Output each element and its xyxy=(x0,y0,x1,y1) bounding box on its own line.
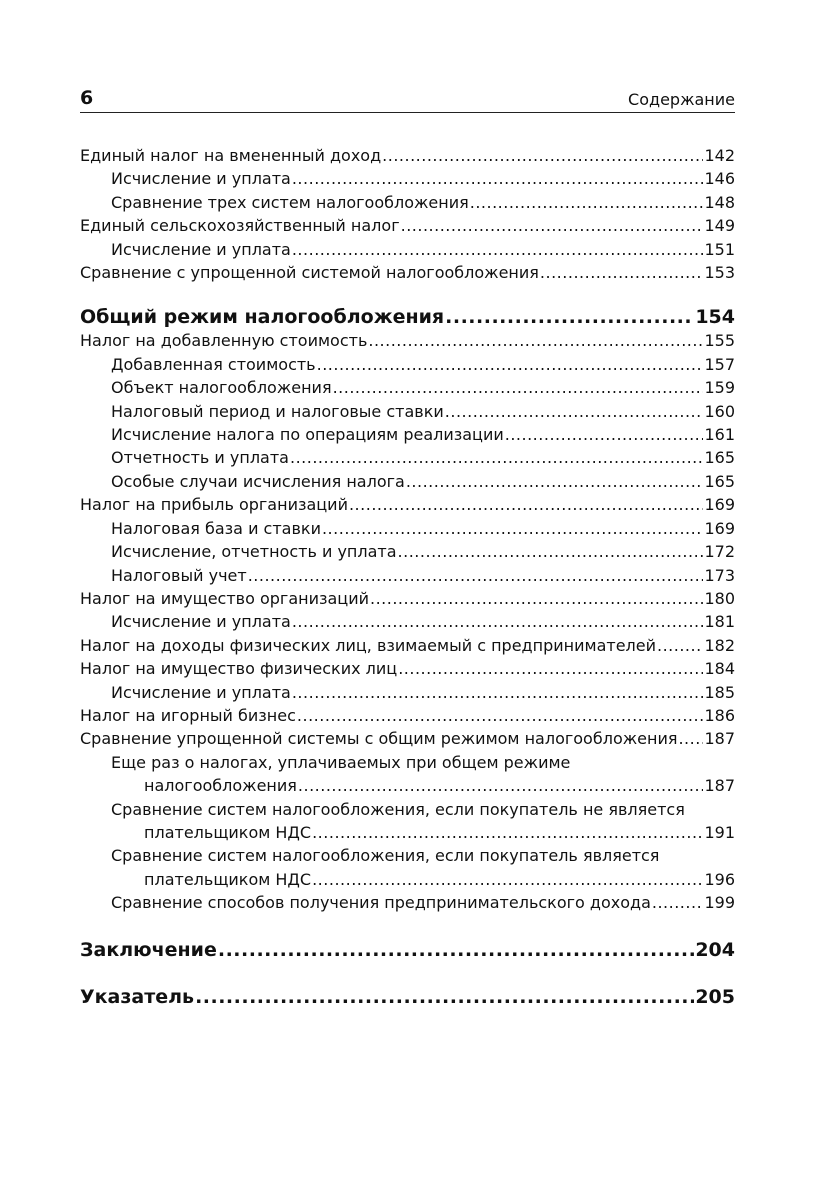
toc-entry-title: Исчисление налога по операциям реализации xyxy=(111,425,504,445)
toc-entry-title: Сравнение с упрощенной системой налогообложения xyxy=(80,263,539,283)
dot-leader xyxy=(398,540,704,563)
toc-entry xyxy=(80,329,735,352)
toc-entry-page: 169 xyxy=(704,518,735,538)
toc-entry-page: 155 xyxy=(704,331,735,351)
toc-chapter-title: Указатель xyxy=(80,985,195,1008)
toc-entry-title: Налоговый учет xyxy=(111,565,247,585)
dot-leader xyxy=(505,423,704,446)
toc-entry-page: 187 xyxy=(704,776,735,796)
dot-leader xyxy=(292,681,704,704)
toc-entry xyxy=(80,610,735,633)
dot-leader xyxy=(292,238,704,261)
toc-entry-title: Единый сельскохозяйственный налог xyxy=(80,216,400,236)
toc-entry-title: Налог на доходы физических лиц, взимаемый с предпринимателей xyxy=(80,635,656,655)
toc-entry-title: Исчисление и уплата xyxy=(111,169,291,189)
toc-entry-page: 161 xyxy=(704,425,735,445)
toc-entry xyxy=(80,657,735,680)
toc-entry xyxy=(80,587,735,610)
dot-leader xyxy=(540,261,704,284)
dot-leader xyxy=(406,470,704,493)
toc-chapter-page: 205 xyxy=(695,985,735,1008)
toc-entry xyxy=(80,261,735,284)
dot-leader xyxy=(248,564,704,587)
toc-entry-page: 196 xyxy=(704,869,735,889)
dot-leader xyxy=(317,353,704,376)
toc-entry-page: 159 xyxy=(704,378,735,398)
dot-leader xyxy=(195,985,694,1009)
toc-entry-title: Отчетность и уплата xyxy=(111,448,289,468)
toc-entry xyxy=(80,400,735,423)
dot-leader xyxy=(470,191,704,214)
dot-leader xyxy=(398,657,703,680)
toc-entry-page: 181 xyxy=(704,612,735,632)
dot-leader xyxy=(652,891,704,914)
toc-entry xyxy=(80,238,735,261)
toc-entry-title: Сравнение упрощенной системы с общим режимом налогообложения xyxy=(80,729,678,749)
toc-entry-title: Исчисление и уплата xyxy=(111,239,291,259)
toc-entry-title-line2: налогообложения xyxy=(144,776,297,796)
toc-entry xyxy=(80,681,735,704)
toc-entry-title: Особые случаи исчисления налога xyxy=(111,471,405,491)
toc-entry xyxy=(80,798,735,845)
toc-entry xyxy=(80,891,735,914)
toc-entry-page: 186 xyxy=(704,705,735,725)
toc-entry xyxy=(80,540,735,563)
dot-leader xyxy=(657,634,703,657)
toc-chapter xyxy=(80,938,735,962)
toc-entry-title-line1: Сравнение систем налогообложения, если покупатель не является xyxy=(111,799,685,819)
table-of-contents xyxy=(80,144,735,1009)
dot-leader xyxy=(312,821,703,844)
dot-leader xyxy=(322,517,703,540)
toc-entry-page: 151 xyxy=(704,239,735,259)
toc-entry-page: 184 xyxy=(704,659,735,679)
toc-entry xyxy=(80,844,735,891)
toc-chapter-page: 154 xyxy=(695,306,735,329)
toc-entry xyxy=(80,353,735,376)
toc-entry xyxy=(80,564,735,587)
toc-entry-title-line2: плательщиком НДС xyxy=(144,822,312,842)
toc-chapter xyxy=(80,985,735,1009)
toc-entry xyxy=(80,727,735,750)
toc-entry-title: Налог на имущество организаций xyxy=(80,588,369,608)
toc-entry-title: Исчисление и уплата xyxy=(111,682,291,702)
toc-chapter-title: Заключение xyxy=(80,938,217,961)
dot-leader xyxy=(292,167,704,190)
toc-entry-title: Налоговый период и налоговые ставки xyxy=(111,401,444,421)
toc-entry xyxy=(80,191,735,214)
dot-leader xyxy=(298,774,704,797)
toc-entry xyxy=(80,214,735,237)
page-number: 6 xyxy=(80,87,94,109)
toc-entry xyxy=(80,704,735,727)
running-title: Содержание xyxy=(628,90,735,109)
dot-leader xyxy=(368,329,703,352)
dot-leader xyxy=(401,214,704,237)
toc-entry-title: Единый налог на вмененный доход xyxy=(80,146,382,165)
dot-leader xyxy=(382,144,703,167)
toc-entry-title: Налог на игорный бизнес xyxy=(80,705,296,725)
toc-entry-page: 149 xyxy=(704,216,735,236)
toc-entry-title: Добавленная стоимость xyxy=(111,354,316,374)
dot-leader xyxy=(370,587,703,610)
toc-entry xyxy=(80,423,735,446)
toc-entry-title: Сравнение способов получения предпринимательского дохода xyxy=(111,893,651,913)
running-header xyxy=(80,86,735,113)
toc-entry-title-line2: плательщиком НДС xyxy=(144,869,312,889)
toc-entry xyxy=(80,144,735,167)
toc-entry-page: 169 xyxy=(704,495,735,515)
toc-entry-title: Налог на добавленную стоимость xyxy=(80,331,368,351)
toc-entry-title: Налог на имущество физических лиц xyxy=(80,659,398,679)
toc-entry xyxy=(80,517,735,540)
toc-entry-page: 187 xyxy=(704,729,735,749)
dot-leader xyxy=(678,727,703,750)
dot-leader xyxy=(445,400,704,423)
toc-entry-page: 146 xyxy=(704,169,735,189)
toc-entry xyxy=(80,470,735,493)
toc-entry-page: 153 xyxy=(704,263,735,283)
toc-entry xyxy=(80,634,735,657)
toc-entry-page: 142 xyxy=(704,146,735,165)
toc-entry xyxy=(80,446,735,469)
toc-entry-title-line1: Сравнение систем налогообложения, если покупатель является xyxy=(111,846,660,866)
toc-entry-page: 173 xyxy=(704,565,735,585)
toc-entry-page: 191 xyxy=(704,822,735,842)
dot-leader xyxy=(297,704,704,727)
toc-entry-page: 160 xyxy=(704,401,735,421)
toc-entry-title: Налоговая база и ставки xyxy=(111,518,321,538)
toc-entry-page: 180 xyxy=(704,588,735,608)
toc-entry-page: 185 xyxy=(704,682,735,702)
toc-entry xyxy=(80,167,735,190)
dot-leader xyxy=(292,610,704,633)
toc-entry-title: Объект налогообложения xyxy=(111,378,332,398)
toc-entry-page: 182 xyxy=(704,635,735,655)
toc-entry-title: Исчисление, отчетность и уплата xyxy=(111,542,397,562)
dot-leader xyxy=(349,493,703,516)
toc-entry-page: 172 xyxy=(704,542,735,562)
toc-entry-title-line1: Еще раз о налогах, уплачиваемых при общем режиме xyxy=(111,752,571,772)
dot-leader xyxy=(218,938,694,962)
toc-entry-page: 165 xyxy=(704,471,735,491)
toc-entry xyxy=(80,751,735,798)
toc-entry-page: 157 xyxy=(704,354,735,374)
toc-chapter-page: 204 xyxy=(695,938,735,961)
toc-entry xyxy=(80,376,735,399)
toc-entry-title: Исчисление и уплата xyxy=(111,612,291,632)
toc-entry-title: Сравнение трех систем налогообложения xyxy=(111,192,469,212)
toc-entry-page: 165 xyxy=(704,448,735,468)
dot-leader xyxy=(333,376,704,399)
toc-chapter-title: Общий режим налогообложения xyxy=(80,306,445,329)
toc-chapter xyxy=(80,305,735,329)
toc-entry xyxy=(80,493,735,516)
toc-entry-title: Налог на прибыль организаций xyxy=(80,495,348,515)
dot-leader xyxy=(290,446,703,469)
toc-entry-page: 199 xyxy=(704,893,735,913)
dot-leader xyxy=(445,305,694,329)
toc-entry-page: 148 xyxy=(704,192,735,212)
dot-leader xyxy=(312,868,703,891)
